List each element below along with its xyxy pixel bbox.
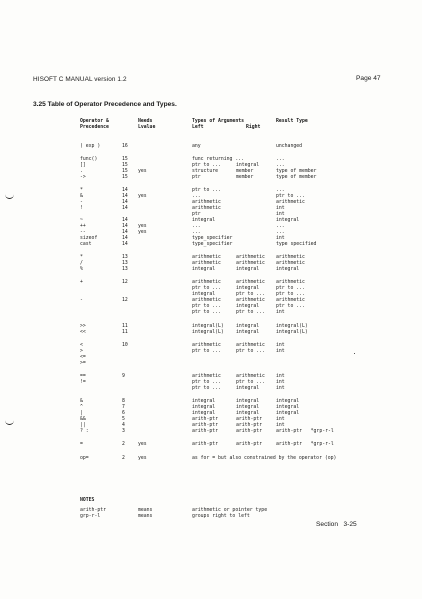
result-type-cell: type of member	[276, 174, 317, 180]
right-type-cell: ptr to ...	[236, 348, 265, 354]
table-row	[0, 267, 422, 273]
left-type-cell: arith-ptr	[192, 417, 218, 423]
right-type-cell: arithmetic	[236, 261, 265, 267]
right-type-cell: integral	[236, 162, 260, 168]
operator-cell: >>	[80, 323, 86, 329]
result-type-cell: int	[276, 310, 285, 316]
col-header-types-line1: Types of Arguments	[192, 119, 244, 124]
precedence-cell: 14	[122, 194, 128, 199]
right-type-cell: integral	[236, 386, 260, 391]
precedence-cell: 15	[122, 156, 128, 162]
right-type-cell: integral	[236, 267, 260, 273]
operator-cell: !=	[80, 380, 86, 385]
operator-cell: /	[80, 261, 83, 267]
left-type-cell: arithmetic	[192, 255, 221, 261]
result-type-cell: int	[276, 342, 285, 348]
note-means: means	[138, 514, 153, 519]
note-definition: arithmetic or pointer type	[192, 508, 268, 513]
col-header-operator	[80, 119, 109, 131]
left-type-cell: ptr to ...	[192, 380, 221, 385]
result-type-cell: type specified	[276, 242, 317, 247]
operator-cell: *	[80, 188, 83, 193]
result-type-cell: ...	[276, 156, 285, 162]
precedence-cell: 14	[122, 218, 128, 223]
precedence-cell: 8	[122, 399, 125, 405]
precedence-cell: 11	[122, 329, 128, 335]
operator-cell: <	[80, 342, 83, 348]
result-type-cell: int	[276, 374, 285, 379]
right-type-cell: member	[236, 168, 254, 174]
lvalue-cell: yes	[138, 168, 147, 174]
result-type-cell: integral	[276, 411, 300, 417]
precedence-cell: 14	[122, 230, 128, 235]
result-type-cell: int	[276, 380, 285, 385]
left-type-cell: ptr to ...	[192, 310, 221, 316]
footer-section-label	[316, 521, 357, 528]
left-type-cell: ptr to ...	[192, 386, 221, 391]
right-type-cell: member	[236, 174, 254, 180]
note-term: grp-r-l	[80, 514, 101, 519]
result-type-cell: integral	[276, 267, 300, 273]
left-type-cell: ptr to ...	[192, 162, 221, 168]
precedence-cell: 14	[122, 242, 128, 247]
precedence-cell: 12	[122, 298, 128, 304]
result-type-cell: ptr to ...	[276, 304, 305, 310]
operator-cell: <<	[80, 329, 86, 335]
operator-cell: ++	[80, 224, 86, 229]
result-type-cell: ...	[276, 230, 285, 235]
left-type-cell: ptr	[192, 212, 201, 217]
left-type-cell: any	[192, 143, 201, 149]
result-type-cell: ptr to ...	[276, 292, 305, 298]
right-type-cell: arith-ptr	[236, 423, 262, 429]
left-type-cell: arithmetic	[192, 261, 221, 267]
col-header-left: Left	[192, 125, 204, 130]
result-type-cell: int	[276, 423, 285, 429]
precedence-cell: 10	[122, 342, 128, 348]
col-header-needs	[138, 119, 155, 131]
manual-header-title: HISOFT C MANUAL version 1.2	[33, 76, 127, 83]
left-type-cell: integral	[192, 218, 216, 223]
operator-cell: []	[80, 162, 86, 168]
table-row	[0, 242, 422, 248]
operator-cell: &&	[80, 417, 86, 423]
operator-cell: ->	[80, 174, 86, 180]
lvalue-cell: yes	[138, 230, 147, 235]
left-type-cell: ...	[192, 194, 201, 199]
precedence-cell: 15	[122, 168, 128, 174]
right-type-cell: arithmetic	[236, 255, 265, 261]
result-type-cell: arith-ptr *grp-r-l	[276, 442, 334, 448]
right-type-cell: integral	[236, 329, 260, 335]
col-header-operator-line1: Operator &	[80, 119, 109, 124]
left-type-cell: arith-ptr	[192, 442, 218, 448]
table-row	[0, 442, 422, 448]
operator-cell: ^	[80, 405, 83, 411]
result-type-cell: arithmetic	[276, 255, 305, 261]
left-type-cell: ptr to ...	[192, 304, 221, 310]
precedence-cell: 15	[122, 174, 128, 180]
result-type-cell: int	[276, 206, 285, 211]
result-type-cell: arithmetic	[276, 280, 305, 286]
right-type-cell: arith-ptr	[236, 429, 262, 435]
table-row	[0, 361, 422, 367]
note-term: arith-ptr	[80, 508, 106, 513]
precedence-cell: 9	[122, 374, 125, 379]
left-type-cell: integral(L)	[192, 323, 224, 329]
result-type-cell: int	[276, 348, 285, 354]
right-type-cell: arith-ptr	[236, 417, 262, 423]
right-type-cell: integral	[236, 405, 260, 411]
result-type-cell: integral(L)	[276, 329, 308, 335]
result-type-cell: integral(L)	[276, 323, 308, 329]
right-type-cell: ptr to ...	[236, 310, 265, 316]
precedence-cell: 4	[122, 423, 125, 429]
right-type-cell: arithmetic	[236, 280, 265, 286]
operator-cell: -	[80, 200, 83, 205]
operator-cell: ? :	[80, 429, 89, 435]
col-header-types	[192, 119, 244, 131]
table-row	[0, 456, 422, 462]
left-type-cell: arithmetic	[192, 200, 221, 205]
left-type-cell: arithmetic	[192, 280, 221, 286]
table-row	[0, 144, 422, 150]
left-type-cell: as for = but also constrained by the operator (op)	[192, 455, 337, 461]
operator-cell: ( exp )	[80, 143, 101, 149]
left-type-cell: arith-ptr	[192, 429, 218, 435]
result-type-cell: int	[276, 212, 285, 217]
operator-cell: --	[80, 230, 86, 235]
operator-cell: >=	[80, 360, 86, 366]
precedence-cell: 14	[122, 236, 128, 241]
page-number: Page 47	[356, 75, 381, 82]
scan-speck	[354, 353, 355, 354]
result-type-cell: arithmetic	[276, 200, 305, 205]
table-row	[0, 330, 422, 336]
result-type-cell: integral	[276, 399, 300, 405]
col-header-result: Result Type	[276, 119, 308, 124]
operator-cell: *	[80, 255, 83, 261]
left-type-cell: integral	[192, 411, 216, 417]
left-type-cell: integral	[192, 399, 216, 405]
right-type-cell: integral	[236, 304, 260, 310]
operator-cell: op=	[80, 455, 89, 461]
result-type-cell: arithmetic	[276, 261, 305, 267]
operator-cell: cast	[80, 242, 92, 247]
lvalue-cell: yes	[138, 194, 147, 199]
col-header-needs-line1: Needs	[138, 119, 153, 124]
operator-cell: -	[80, 298, 83, 304]
result-type-cell: ...	[276, 162, 285, 168]
right-type-cell: integral	[236, 411, 260, 417]
left-type-cell: ...	[192, 224, 201, 229]
result-type-cell: type of member	[276, 168, 317, 174]
precedence-cell: 12	[122, 280, 128, 286]
left-type-cell: integral(L)	[192, 329, 224, 335]
precedence-cell: 13	[122, 267, 128, 273]
lvalue-cell: yes	[138, 455, 147, 461]
table-row	[0, 429, 422, 435]
left-type-cell: type_specifier	[192, 242, 233, 247]
precedence-cell: 13	[122, 255, 128, 261]
operator-cell: ~	[80, 218, 83, 223]
precedence-cell: 13	[122, 261, 128, 267]
result-type-cell: unchanged	[276, 143, 302, 149]
left-type-cell: arithmetic	[192, 342, 221, 348]
precedence-cell: 5	[122, 417, 125, 423]
result-type-cell: int	[276, 417, 285, 423]
result-type-cell: ptr to ...	[276, 194, 305, 199]
left-type-cell: ptr	[192, 174, 201, 180]
right-type-cell: ptr to ...	[236, 380, 265, 385]
precedence-cell: 7	[122, 405, 125, 411]
right-type-cell: arith-ptr	[236, 442, 262, 448]
left-type-cell: integral	[192, 292, 216, 298]
precedence-cell: 2	[122, 455, 125, 461]
operator-cell: %	[80, 267, 83, 273]
right-type-cell: arithmetic	[236, 342, 265, 348]
result-type-cell: int	[276, 236, 285, 241]
left-type-cell: arithmetic	[192, 298, 221, 304]
table-row	[0, 175, 422, 181]
note-means: means	[138, 508, 153, 513]
operator-cell: !	[80, 206, 83, 211]
operator-cell: +	[80, 280, 83, 286]
right-type-cell: integral	[236, 323, 260, 329]
operator-cell: func()	[80, 156, 98, 162]
lvalue-cell: yes	[138, 224, 147, 229]
col-header-right: Right	[246, 125, 261, 130]
col-header-operator-line2: Precedence	[80, 125, 109, 130]
operator-cell: .	[80, 168, 83, 174]
result-type-cell: arith-ptr *grp-r-l	[276, 429, 334, 435]
left-type-cell: integral	[192, 267, 216, 273]
left-type-cell: type_specifier	[192, 236, 233, 241]
precedence-cell: 3	[122, 429, 125, 435]
precedence-cell: 6	[122, 411, 125, 417]
note-definition: groups right to left	[192, 514, 250, 519]
footer-section: Section	[316, 521, 338, 528]
left-type-cell: arith-ptr	[192, 423, 218, 429]
table-row	[0, 386, 422, 392]
left-type-cell: structure	[192, 168, 218, 174]
result-type-cell: ...	[276, 188, 285, 193]
result-type-cell: ...	[276, 224, 285, 229]
left-type-cell: ptr to ...	[192, 188, 221, 193]
precedence-cell: 14	[122, 224, 128, 229]
left-type-cell: integral	[192, 405, 216, 411]
result-type-cell: arithmetic	[276, 298, 305, 304]
result-type-cell: int	[276, 386, 285, 391]
right-type-cell: arithmetic	[236, 298, 265, 304]
lvalue-cell: yes	[138, 442, 147, 448]
section-title: 3.25 Table of Operator Precedence and Types.	[33, 101, 177, 108]
precedence-cell: 2	[122, 442, 125, 448]
operator-cell: &	[80, 399, 83, 405]
right-type-cell: integral	[236, 399, 260, 405]
left-type-cell: ptr to ...	[192, 348, 221, 354]
result-type-cell: ptr to ...	[276, 286, 305, 292]
precedence-cell: 14	[122, 200, 128, 205]
right-type-cell: integral	[236, 286, 260, 292]
left-type-cell: ptr to ...	[192, 286, 221, 292]
precedence-cell: 16	[122, 143, 128, 149]
precedence-cell: 15	[122, 162, 128, 168]
operator-cell: ==	[80, 374, 86, 379]
result-type-cell: integral	[276, 218, 300, 223]
left-type-cell: ...	[192, 230, 201, 235]
right-type-cell: ptr to ...	[236, 292, 265, 298]
notes-title: NOTES	[80, 498, 95, 503]
operator-cell: sizeof	[80, 236, 98, 241]
operator-cell: ||	[80, 423, 86, 429]
result-type-cell: integral	[276, 405, 300, 411]
right-type-cell: arithmetic	[236, 374, 265, 379]
operator-cell: &	[80, 194, 83, 199]
left-type-cell: func returning ...	[192, 156, 244, 162]
operator-cell: =	[80, 442, 83, 448]
operator-cell: |	[80, 411, 83, 417]
precedence-cell: 14	[122, 188, 128, 193]
table-row	[0, 310, 422, 316]
precedence-cell: 14	[122, 206, 128, 211]
precedence-cell: 11	[122, 323, 128, 329]
left-type-cell: arithmetic	[192, 206, 221, 211]
footer-page: 3-25	[343, 521, 357, 528]
operator-cell: <=	[80, 354, 86, 360]
left-type-cell: arithmetic	[192, 374, 221, 379]
col-header-needs-line2: Lvalue	[138, 125, 156, 130]
operator-cell: >	[80, 348, 83, 354]
